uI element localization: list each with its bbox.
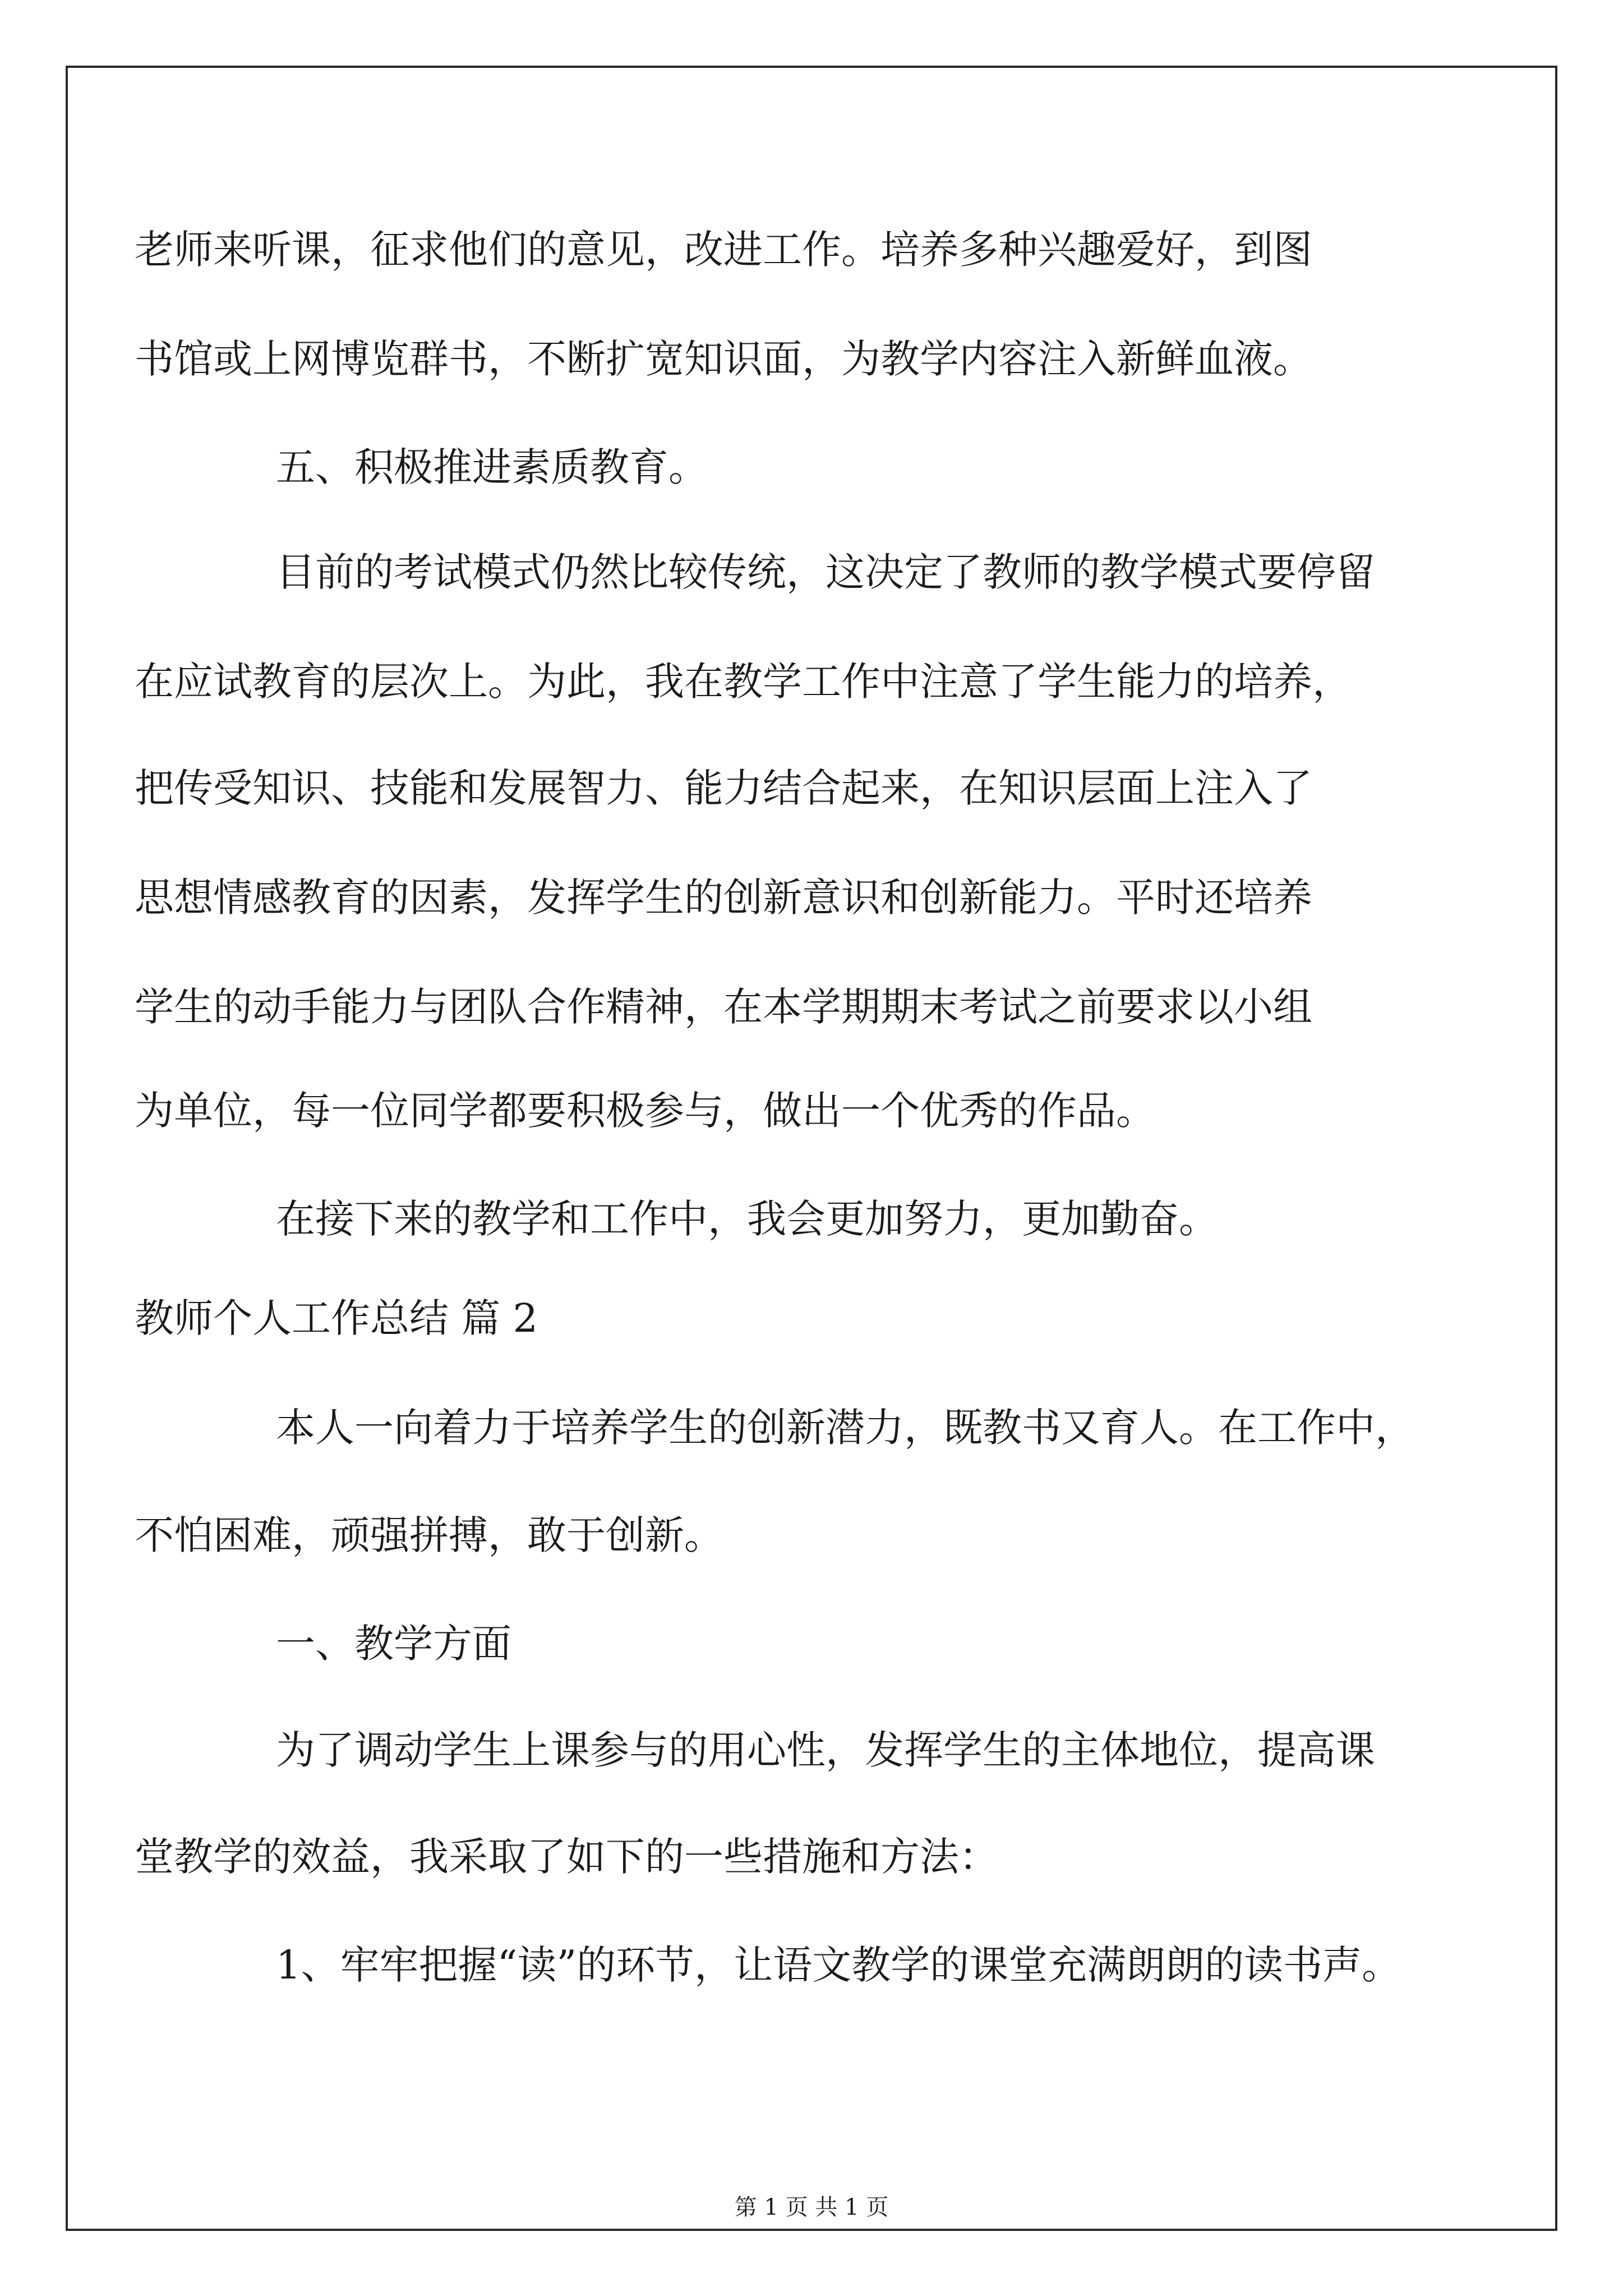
page-footer: 第 1 页 共 1 页 — [734, 2194, 889, 2220]
text-line: 不怕困难，顽强拼搏，敢于创新。 — [135, 1512, 723, 1558]
text-line: 为单位，每一位同学都要积极参与，做出一个优秀的作品。 — [135, 1088, 1155, 1134]
text-line: 在应试教育的层次上。为此，我在教学工作中注意了学生能力的培养， — [135, 659, 1352, 705]
text-line: 把传受知识、技能和发展智力、能力结合起来，在知识层面上注入了 — [135, 765, 1312, 811]
text-line: 本人一向着力于培养学生的创新潜力，既教书又育人。在工作中， — [276, 1405, 1414, 1451]
text-line: 为了调动学生上课参与的用心性，发挥学生的主体地位，提高课 — [276, 1727, 1375, 1773]
text-line: 堂教学的效益，我采取了如下的一些措施和方法： — [135, 1834, 998, 1880]
text-line: 思想情感教育的因素，发挥学生的创新意识和创新能力。平时还培养 — [135, 875, 1312, 921]
article-title: 教师个人工作总结 篇 2 — [135, 1295, 538, 1341]
text-line: 老师来听课，征求他们的意见，改进工作。培养多种兴趣爱好，到图 — [135, 227, 1312, 273]
text-line: 书馆或上网博览群书，不断扩宽知识面，为教学内容注入新鲜血液。 — [135, 336, 1312, 382]
text-line: 在接下来的教学和工作中，我会更加努力，更加勤奋。 — [276, 1196, 1218, 1242]
section-heading: 一、教学方面 — [276, 1621, 511, 1667]
text-line: 学生的动手能力与团队合作精神，在本学期期末考试之前要求以小组 — [135, 984, 1312, 1030]
page-border — [66, 66, 1557, 2231]
text-line: 目前的考试模式仍然比较传统，这决定了教师的教学模式要停留 — [276, 549, 1375, 595]
list-item: 1、牢牢把握“读”的环节，让语文教学的课堂充满朗朗的读书声。 — [276, 1942, 1401, 1988]
section-heading: 五、积极推进素质教育。 — [276, 444, 708, 490]
